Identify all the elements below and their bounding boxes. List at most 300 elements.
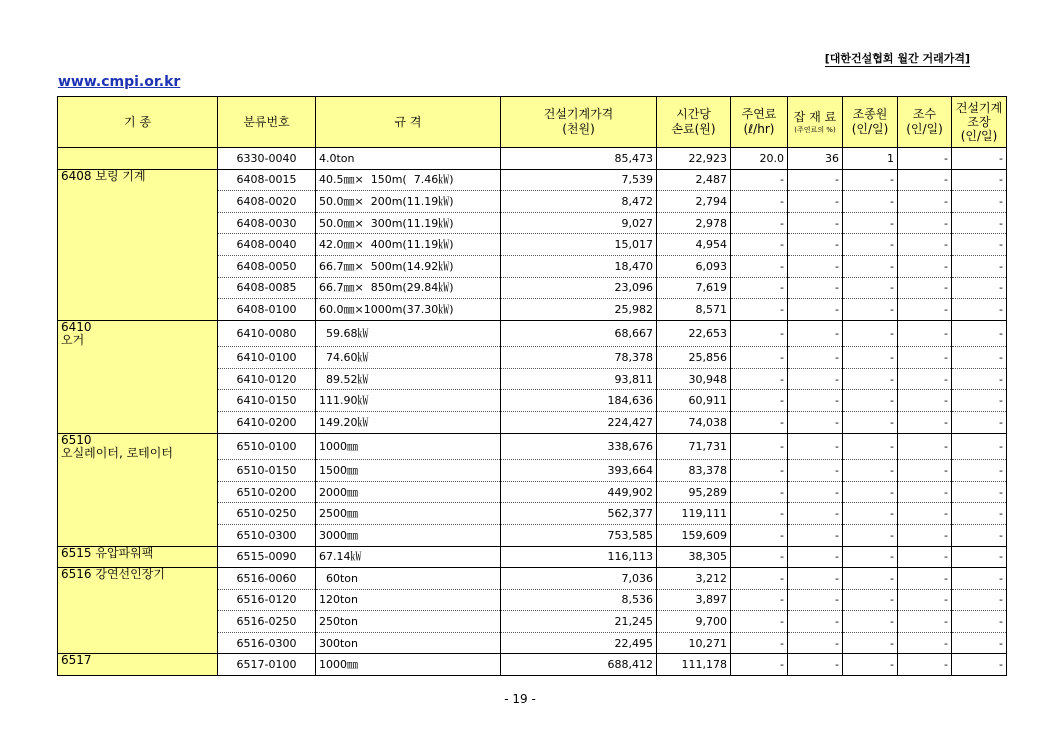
table-row — [58, 169, 1007, 191]
fuel-cell: - — [731, 589, 788, 611]
table-row — [58, 632, 1007, 654]
table-row — [58, 433, 1007, 460]
price-cell: 22,495 — [501, 632, 657, 654]
kind-cell — [58, 212, 218, 234]
col-price — [501, 97, 657, 148]
fuel-cell: - — [731, 212, 788, 234]
spec-cell: 60.0㎜×1000m(37.30㎾) — [316, 299, 501, 321]
col-operator — [843, 97, 898, 148]
col-helper — [898, 97, 952, 148]
col-price-line1: 건설기계가격 — [543, 107, 614, 121]
operator-cell: - — [843, 481, 898, 503]
misc-cell: 36 — [788, 148, 843, 170]
kind-cell — [58, 390, 218, 412]
code-cell: 6510-0150 — [218, 460, 316, 482]
kind-label: 6410 — [61, 320, 92, 334]
table-row — [58, 212, 1007, 234]
table-row — [58, 524, 1007, 546]
mech-cell: - — [952, 169, 1007, 191]
helper-cell: - — [898, 299, 952, 321]
kind-sublabel: 오실레이터, 로테이터 — [61, 445, 173, 460]
code-cell: 6410-0200 — [218, 412, 316, 434]
price-cell: 224,427 — [501, 412, 657, 434]
table-row — [58, 148, 1007, 170]
kind-cell — [58, 568, 218, 590]
code-cell: 6410-0120 — [218, 368, 316, 390]
operator-cell: - — [843, 503, 898, 525]
kind-cell — [58, 654, 218, 676]
col-mech-line2: 조장 — [967, 115, 991, 129]
mech-cell: - — [952, 234, 1007, 256]
kind-cell — [58, 191, 218, 213]
fuel-cell: - — [731, 299, 788, 321]
mech-cell: - — [952, 568, 1007, 590]
operator-cell: - — [843, 169, 898, 191]
kind-cell — [58, 234, 218, 256]
operator-cell: - — [843, 654, 898, 676]
code-cell: 6330-0040 — [218, 148, 316, 170]
mech-cell: - — [952, 589, 1007, 611]
table-row — [58, 589, 1007, 611]
fuel-cell: - — [731, 546, 788, 568]
spec-cell: 60ton — [316, 568, 501, 590]
operator-cell: - — [843, 212, 898, 234]
code-cell: 6516-0060 — [218, 568, 316, 590]
hourly-cell: 6,093 — [657, 255, 731, 277]
hourly-cell: 159,609 — [657, 524, 731, 546]
mech-cell: - — [952, 433, 1007, 460]
col-hourly — [657, 97, 731, 148]
table-row — [58, 568, 1007, 590]
kind-cell — [58, 460, 218, 482]
col-mech — [952, 97, 1007, 148]
code-cell: 6510-0200 — [218, 481, 316, 503]
kind-cell — [58, 611, 218, 633]
helper-cell: - — [898, 212, 952, 234]
col-operator-line2: (인/일) — [851, 122, 889, 136]
operator-cell: - — [843, 568, 898, 590]
price-cell: 393,664 — [501, 460, 657, 482]
price-cell: 562,377 — [501, 503, 657, 525]
table-row — [58, 347, 1007, 369]
kind-cell — [58, 589, 218, 611]
price-cell: 93,811 — [501, 368, 657, 390]
code-cell: 6516-0250 — [218, 611, 316, 633]
mech-cell: - — [952, 611, 1007, 633]
misc-cell: - — [788, 255, 843, 277]
spec-cell: 40.5㎜× 150m( 7.46㎾) — [316, 169, 501, 191]
table-row — [58, 611, 1007, 633]
hourly-cell: 111,178 — [657, 654, 731, 676]
operator-cell: - — [843, 433, 898, 460]
spec-cell: 66.7㎜× 850m(29.84㎾) — [316, 277, 501, 299]
price-cell: 449,902 — [501, 481, 657, 503]
col-hourly-line1: 시간당 — [676, 107, 711, 121]
kind-sublabel: 오거 — [61, 332, 85, 347]
mech-cell: - — [952, 347, 1007, 369]
operator-cell: 1 — [843, 148, 898, 170]
kind-cell — [58, 546, 218, 568]
col-mech-line3: (인/일) — [960, 129, 998, 143]
code-cell: 6408-0040 — [218, 234, 316, 256]
spec-cell: 42.0㎜× 400m(11.19㎾) — [316, 234, 501, 256]
mech-cell: - — [952, 299, 1007, 321]
col-price-line2: (천원) — [562, 122, 595, 136]
mech-cell: - — [952, 255, 1007, 277]
fuel-cell: - — [731, 191, 788, 213]
spec-cell: 50.0㎜× 200m(11.19㎾) — [316, 191, 501, 213]
price-cell: 7,036 — [501, 568, 657, 590]
hourly-cell: 30,948 — [657, 368, 731, 390]
kind-cell — [58, 632, 218, 654]
hourly-cell: 2,487 — [657, 169, 731, 191]
mech-cell: - — [952, 191, 1007, 213]
mech-cell: - — [952, 148, 1007, 170]
col-misc-line1: 잡 재 료 — [793, 109, 837, 124]
hourly-cell: 60,911 — [657, 390, 731, 412]
price-cell: 18,470 — [501, 255, 657, 277]
misc-cell: - — [788, 481, 843, 503]
helper-cell: - — [898, 632, 952, 654]
operator-cell: - — [843, 255, 898, 277]
spec-cell: 3000㎜ — [316, 524, 501, 546]
col-misc-line2: (주연료의 %) — [794, 125, 836, 134]
hourly-cell: 22,653 — [657, 320, 731, 347]
mech-cell: - — [952, 320, 1007, 347]
table-row — [58, 546, 1007, 568]
col-fuel — [731, 97, 788, 148]
spec-cell: 1500㎜ — [316, 460, 501, 482]
helper-cell: - — [898, 568, 952, 590]
code-cell: 6510-0300 — [218, 524, 316, 546]
code-cell: 6408-0015 — [218, 169, 316, 191]
price-cell: 8,536 — [501, 589, 657, 611]
price-cell: 23,096 — [501, 277, 657, 299]
code-cell: 6517-0100 — [218, 654, 316, 676]
col-helper-line1: 조수 — [912, 107, 937, 121]
helper-cell: - — [898, 546, 952, 568]
spec-cell: 66.7㎜× 500m(14.92㎾) — [316, 255, 501, 277]
hourly-cell: 71,731 — [657, 433, 731, 460]
helper-cell: - — [898, 191, 952, 213]
operator-cell: - — [843, 277, 898, 299]
operator-cell: - — [843, 299, 898, 321]
misc-cell: - — [788, 234, 843, 256]
misc-cell: - — [788, 503, 843, 525]
table-row — [58, 390, 1007, 412]
hourly-cell: 22,923 — [657, 148, 731, 170]
misc-cell: - — [788, 368, 843, 390]
spec-cell: 4.0ton — [316, 148, 501, 170]
fuel-cell: - — [731, 524, 788, 546]
misc-cell: - — [788, 299, 843, 321]
mech-cell: - — [952, 390, 1007, 412]
table-row — [58, 368, 1007, 390]
helper-cell: - — [898, 503, 952, 525]
kind-cell — [58, 320, 218, 347]
hourly-cell: 8,571 — [657, 299, 731, 321]
col-operator-line1: 조종원 — [852, 107, 888, 121]
table-row — [58, 460, 1007, 482]
kind-cell — [58, 524, 218, 546]
misc-cell: - — [788, 546, 843, 568]
helper-cell: - — [898, 524, 952, 546]
mech-cell: - — [952, 654, 1007, 676]
helper-cell: - — [898, 589, 952, 611]
price-cell: 68,667 — [501, 320, 657, 347]
col-kind: 기 종 — [58, 97, 218, 148]
price-cell: 7,539 — [501, 169, 657, 191]
table-row — [58, 255, 1007, 277]
fuel-cell: - — [731, 234, 788, 256]
misc-cell: - — [788, 347, 843, 369]
misc-cell: - — [788, 632, 843, 654]
hourly-cell: 119,111 — [657, 503, 731, 525]
misc-cell: - — [788, 412, 843, 434]
code-cell: 6408-0020 — [218, 191, 316, 213]
spec-cell: 2000㎜ — [316, 481, 501, 503]
kind-cell — [58, 299, 218, 321]
fuel-cell: - — [731, 390, 788, 412]
col-code: 분류번호 — [218, 97, 316, 148]
table-row — [58, 503, 1007, 525]
code-cell: 6408-0030 — [218, 212, 316, 234]
fuel-cell: - — [731, 368, 788, 390]
misc-cell: - — [788, 433, 843, 460]
helper-cell: - — [898, 234, 952, 256]
col-hourly-line2: 손료(원) — [671, 122, 716, 136]
misc-cell: - — [788, 460, 843, 482]
hourly-cell: 83,378 — [657, 460, 731, 482]
misc-cell: - — [788, 568, 843, 590]
operator-cell: - — [843, 460, 898, 482]
operator-cell: - — [843, 234, 898, 256]
fuel-cell: - — [731, 412, 788, 434]
misc-cell: - — [788, 589, 843, 611]
website-link[interactable]: www.cmpi.or.kr — [58, 74, 181, 90]
operator-cell: - — [843, 191, 898, 213]
helper-cell: - — [898, 481, 952, 503]
price-cell: 184,636 — [501, 390, 657, 412]
mech-cell: - — [952, 412, 1007, 434]
helper-cell: - — [898, 654, 952, 676]
operator-cell: - — [843, 611, 898, 633]
kind-cell — [58, 368, 218, 390]
code-cell: 6408-0100 — [218, 299, 316, 321]
kind-cell — [58, 433, 218, 460]
price-cell: 21,245 — [501, 611, 657, 633]
operator-cell: - — [843, 390, 898, 412]
col-helper-line2: (인/일) — [906, 122, 943, 136]
code-cell: 6410-0080 — [218, 320, 316, 347]
misc-cell: - — [788, 524, 843, 546]
fuel-cell: 20.0 — [731, 148, 788, 170]
col-misc — [788, 97, 843, 148]
hourly-cell: 10,271 — [657, 632, 731, 654]
price-table — [57, 96, 1007, 676]
hourly-cell: 74,038 — [657, 412, 731, 434]
misc-cell: - — [788, 390, 843, 412]
table-row — [58, 299, 1007, 321]
helper-cell: - — [898, 460, 952, 482]
misc-cell: - — [788, 212, 843, 234]
col-fuel-line2: (ℓ/hr) — [743, 122, 775, 136]
kind-label: 6510 — [61, 433, 92, 447]
price-cell: 753,585 — [501, 524, 657, 546]
fuel-cell: - — [731, 433, 788, 460]
kind-label: 6408 보링 기계 — [61, 169, 146, 183]
hourly-cell: 2,978 — [657, 212, 731, 234]
spec-cell: 50.0㎜× 300m(11.19㎾) — [316, 212, 501, 234]
code-cell: 6516-0120 — [218, 589, 316, 611]
helper-cell: - — [898, 255, 952, 277]
table-row — [58, 234, 1007, 256]
mech-cell: - — [952, 368, 1007, 390]
hourly-cell: 2,794 — [657, 191, 731, 213]
mech-cell: - — [952, 524, 1007, 546]
price-cell: 25,982 — [501, 299, 657, 321]
operator-cell: - — [843, 589, 898, 611]
spec-cell: 59.68㎾ — [316, 320, 501, 347]
helper-cell: - — [898, 148, 952, 170]
kind-label: 6517 — [61, 653, 92, 668]
helper-cell: - — [898, 611, 952, 633]
spec-cell: 89.52㎾ — [316, 368, 501, 390]
operator-cell: - — [843, 347, 898, 369]
misc-cell: - — [788, 320, 843, 347]
kind-cell — [58, 347, 218, 369]
table-row — [58, 320, 1007, 347]
helper-cell: - — [898, 433, 952, 460]
col-spec: 규 격 — [316, 97, 501, 148]
price-cell: 78,378 — [501, 347, 657, 369]
fuel-cell: - — [731, 277, 788, 299]
col-mech-line1: 건설기계 — [955, 101, 1003, 115]
spec-cell: 120ton — [316, 589, 501, 611]
misc-cell: - — [788, 277, 843, 299]
col-fuel-line1: 주연료 — [741, 107, 777, 121]
hourly-cell: 3,212 — [657, 568, 731, 590]
hourly-cell: 38,305 — [657, 546, 731, 568]
table-row — [58, 481, 1007, 503]
spec-cell: 1000㎜ — [316, 654, 501, 676]
helper-cell: - — [898, 347, 952, 369]
helper-cell: - — [898, 169, 952, 191]
fuel-cell: - — [731, 460, 788, 482]
code-cell: 6510-0250 — [218, 503, 316, 525]
helper-cell: - — [898, 368, 952, 390]
code-cell: 6410-0150 — [218, 390, 316, 412]
table-row — [58, 412, 1007, 434]
price-cell: 116,113 — [501, 546, 657, 568]
spec-cell: 250ton — [316, 611, 501, 633]
operator-cell: - — [843, 320, 898, 347]
publisher-label: [대한건설협회 월간 거래가격] — [824, 52, 970, 65]
price-cell: 688,412 — [501, 654, 657, 676]
table-body — [58, 148, 1007, 676]
kind-cell — [58, 255, 218, 277]
mech-cell: - — [952, 481, 1007, 503]
price-cell: 15,017 — [501, 234, 657, 256]
fuel-cell: - — [731, 611, 788, 633]
kind-label: 6516 강연선인장기 — [61, 567, 165, 582]
table-row — [58, 277, 1007, 299]
spec-cell: 300ton — [316, 632, 501, 654]
code-cell: 6408-0050 — [218, 255, 316, 277]
fuel-cell: - — [731, 503, 788, 525]
fuel-cell: - — [731, 654, 788, 676]
fuel-cell: - — [731, 347, 788, 369]
kind-cell — [58, 412, 218, 434]
mech-cell: - — [952, 546, 1007, 568]
code-cell: 6410-0100 — [218, 347, 316, 369]
helper-cell: - — [898, 320, 952, 347]
table-row — [58, 654, 1007, 676]
operator-cell: - — [843, 368, 898, 390]
mech-cell: - — [952, 460, 1007, 482]
mech-cell: - — [952, 632, 1007, 654]
misc-cell: - — [788, 654, 843, 676]
operator-cell: - — [843, 412, 898, 434]
spec-cell: 1000㎜ — [316, 433, 501, 460]
mech-cell: - — [952, 212, 1007, 234]
mech-cell: - — [952, 277, 1007, 299]
helper-cell: - — [898, 412, 952, 434]
fuel-cell: - — [731, 320, 788, 347]
kind-cell — [58, 148, 218, 170]
hourly-cell: 7,619 — [657, 277, 731, 299]
fuel-cell: - — [731, 255, 788, 277]
mech-cell: - — [952, 503, 1007, 525]
misc-cell: - — [788, 611, 843, 633]
kind-label: 6515 유압파워팩 — [61, 546, 154, 560]
operator-cell: - — [843, 524, 898, 546]
code-cell: 6408-0085 — [218, 277, 316, 299]
code-cell: 6510-0100 — [218, 433, 316, 460]
spec-cell: 67.14㎾ — [316, 546, 501, 568]
code-cell: 6516-0300 — [218, 632, 316, 654]
hourly-cell: 3,897 — [657, 589, 731, 611]
fuel-cell: - — [731, 169, 788, 191]
helper-cell: - — [898, 390, 952, 412]
page-number: - 19 - — [504, 692, 536, 706]
hourly-cell: 9,700 — [657, 611, 731, 633]
fuel-cell: - — [731, 632, 788, 654]
table-row — [58, 191, 1007, 213]
table-header-row — [58, 97, 1007, 148]
price-cell: 9,027 — [501, 212, 657, 234]
kind-cell — [58, 277, 218, 299]
price-cell: 8,472 — [501, 191, 657, 213]
spec-cell: 149.20㎾ — [316, 412, 501, 434]
kind-cell — [58, 481, 218, 503]
misc-cell: - — [788, 169, 843, 191]
operator-cell: - — [843, 546, 898, 568]
price-cell: 85,473 — [501, 148, 657, 170]
hourly-cell: 95,289 — [657, 481, 731, 503]
kind-cell — [58, 169, 218, 191]
spec-cell: 111.90㎾ — [316, 390, 501, 412]
kind-cell — [58, 503, 218, 525]
hourly-cell: 25,856 — [657, 347, 731, 369]
fuel-cell: - — [731, 568, 788, 590]
code-cell: 6515-0090 — [218, 546, 316, 568]
price-cell: 338,676 — [501, 433, 657, 460]
misc-cell: - — [788, 191, 843, 213]
hourly-cell: 4,954 — [657, 234, 731, 256]
helper-cell: - — [898, 277, 952, 299]
spec-cell: 74.60㎾ — [316, 347, 501, 369]
